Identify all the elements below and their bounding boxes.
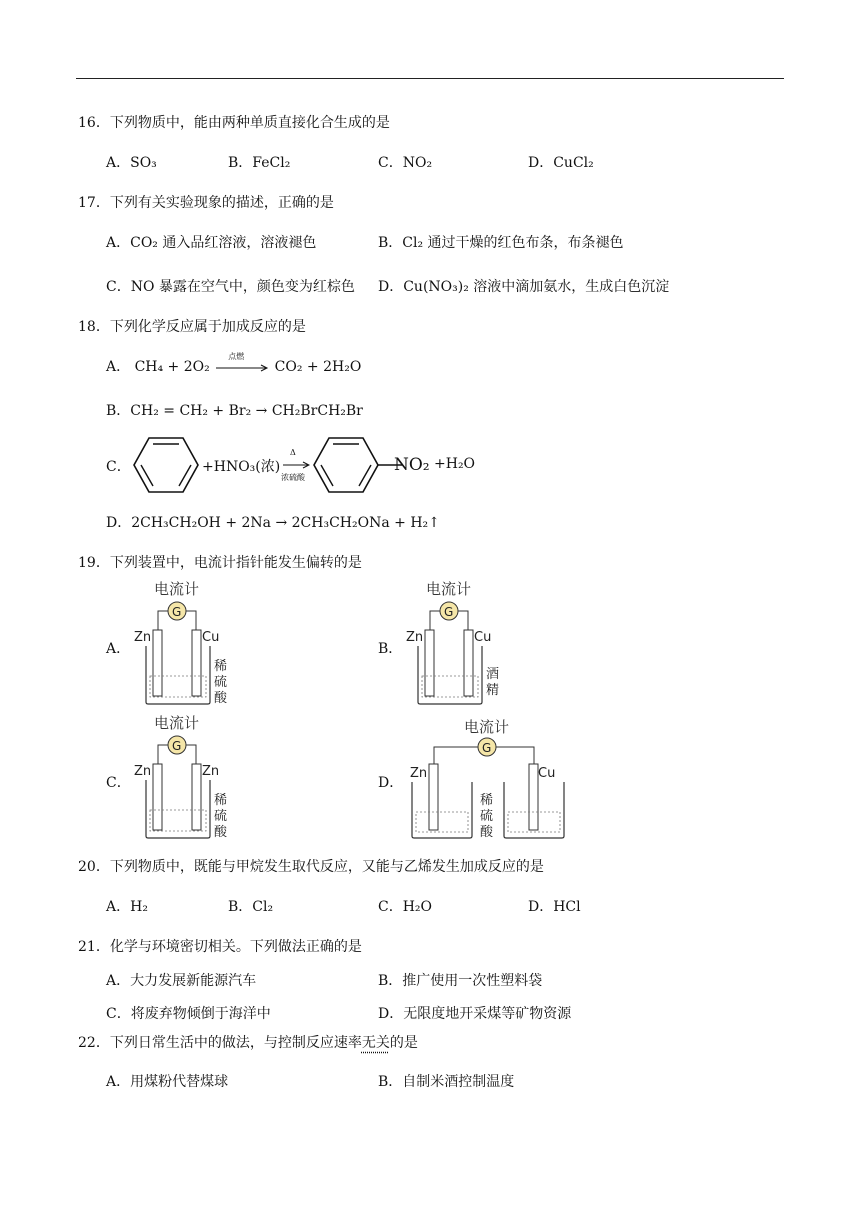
question-21-stem: 21．化学与环境密切相关。下列做法正确的是	[78, 939, 362, 955]
nitrobenzene-ring-icon	[312, 436, 404, 494]
q16-option-c: C．NO₂	[378, 155, 433, 171]
q18-c-cond-bottom: 浓硫酸	[281, 473, 305, 482]
meter-label: 电流计	[464, 718, 510, 736]
q18-a-arrow	[214, 352, 270, 374]
liquid-label-2: 硫	[214, 809, 228, 824]
beaker-left	[412, 782, 472, 838]
electrode-left-label: Zn	[406, 630, 424, 645]
q22-option-a: A．用煤粉代替煤球	[106, 1074, 229, 1090]
apparatus-d	[404, 712, 584, 844]
meter-label: 电流计	[154, 580, 200, 598]
q16-option-b: B．FeCl₂	[228, 155, 291, 171]
q18-a-condition: 点燃	[228, 352, 245, 361]
q19-b-label: B．	[378, 641, 403, 657]
apparatus-c	[128, 712, 248, 844]
liquid-label-1: 酒	[486, 667, 500, 682]
q18-c-reagent: +HNO₃(浓)	[202, 459, 281, 475]
liquid-label-1: 稀	[214, 659, 228, 674]
liquid-left	[416, 812, 468, 832]
cu-electrode	[192, 630, 201, 696]
meter-label: 电流计	[426, 580, 472, 598]
q18-a-right: CO₂ + 2H₂O	[274, 359, 362, 375]
liquid-label-3: 酸	[214, 691, 228, 706]
apparatus-a	[128, 578, 248, 710]
zn-electrode	[153, 630, 162, 696]
liquid-label-1: 稀	[214, 793, 228, 808]
q20-option-d: D．HCl	[528, 899, 581, 915]
q22-stem-pre: 22．下列日常生活中的做法，与控制反应速率	[78, 1035, 362, 1051]
q18-option-d: D．2CH₃CH₂OH + 2Na → 2CH₃CH₂ONa + H₂↑	[106, 515, 440, 531]
zn-electrode	[429, 764, 438, 830]
zn-electrode-2	[192, 764, 201, 830]
q18-a-label: A．	[106, 359, 131, 375]
electrode-right-label: Cu	[474, 630, 492, 645]
reaction-arrow-icon-2	[282, 460, 310, 470]
q17-option-a: A．CO₂ 通入品红溶液，溶液褪色	[106, 235, 317, 251]
liquid-label-1: 稀	[480, 793, 494, 808]
q16-option-a: A．SO₃	[106, 155, 157, 171]
q19-a-label: A．	[106, 641, 131, 657]
question-19-stem: 19．下列装置中，电流计指针能发生偏转的是	[78, 555, 362, 571]
question-18-stem: 18．下列化学反应属于加成反应的是	[78, 319, 306, 335]
q18-c-cond-top: Δ	[290, 448, 296, 457]
electrode-right-label: Zn	[202, 764, 220, 779]
q21-option-a: A．大力发展新能源汽车	[106, 973, 257, 989]
q20-option-b: B．Cl₂	[228, 899, 274, 915]
liquid-label-3: 酸	[214, 825, 228, 840]
q21-option-b: B．推广使用一次性塑料袋	[378, 973, 543, 989]
electrode-left-label: Zn	[410, 766, 428, 781]
electrode-right-label: Cu	[202, 630, 220, 645]
header-rule	[76, 78, 784, 79]
q18-a-left: CH₄ + 2O₂	[134, 359, 210, 375]
q21-option-c: C．将废弃物倾倒于海洋中	[106, 1006, 271, 1022]
q20-option-c: C．H₂O	[378, 899, 433, 915]
electrode-left-label: Zn	[134, 630, 152, 645]
q20-option-a: A．H₂	[106, 899, 148, 915]
question-17-stem: 17．下列有关实验现象的描述，正确的是	[78, 195, 334, 211]
question-16-stem: 16．下列物质中，能由两种单质直接化合生成的是	[78, 115, 390, 131]
cu-electrode	[529, 764, 538, 830]
q17-option-b: B．Cl₂ 通过干燥的红色布条，布条褪色	[378, 235, 624, 251]
reaction-arrow-icon	[214, 360, 270, 374]
q18-option-b: B．CH₂ = CH₂ + Br₂ → CH₂BrCH₂Br	[106, 403, 363, 419]
q22-option-b: B．自制米酒控制温度	[378, 1074, 515, 1090]
question-20-stem: 20．下列物质中，既能与甲烷发生取代反应，又能与乙烯发生加成反应的是	[78, 859, 544, 875]
galvanometer-g: G	[172, 739, 182, 753]
galvanometer-g: G	[444, 605, 454, 619]
q17-option-d: D．Cu(NO₃)₂ 溶液中滴加氨水，生成白色沉淀	[378, 279, 670, 295]
q19-d-label: D．	[378, 775, 404, 791]
galvanometer-g: G	[482, 741, 492, 755]
liquid-label-2: 精	[486, 683, 500, 698]
galvanometer-g: G	[172, 605, 182, 619]
q18-option-a	[106, 352, 362, 376]
electrode-left-label: Zn	[134, 764, 152, 779]
q19-c-label: C．	[106, 775, 131, 791]
q22-stem-post: 的是	[389, 1035, 418, 1051]
q18-c-nitro-group: NO₂	[394, 455, 430, 475]
q18-c-label: C．	[106, 459, 131, 475]
cu-electrode	[464, 630, 473, 696]
zn-electrode	[153, 764, 162, 830]
benzene-ring-icon	[132, 436, 200, 494]
q16-option-d: D．CuCl₂	[528, 155, 594, 171]
q22-stem-emphasis: 无关	[361, 1035, 390, 1051]
meter-label: 电流计	[154, 714, 200, 732]
liquid-label-2: 硫	[214, 675, 228, 690]
liquid-label-3: 酸	[480, 825, 494, 840]
zn-electrode	[425, 630, 434, 696]
apparatus-b	[400, 578, 520, 710]
liquid-label-2: 硫	[480, 809, 494, 824]
q21-option-d: D．无限度地开采煤等矿物资源	[378, 1006, 572, 1022]
q18-c-product: +H₂O	[434, 456, 476, 472]
q17-option-c: C．NO 暴露在空气中，颜色变为红棕色	[106, 279, 355, 295]
electrode-right-label: Cu	[538, 766, 556, 781]
question-22-stem	[78, 1032, 418, 1052]
